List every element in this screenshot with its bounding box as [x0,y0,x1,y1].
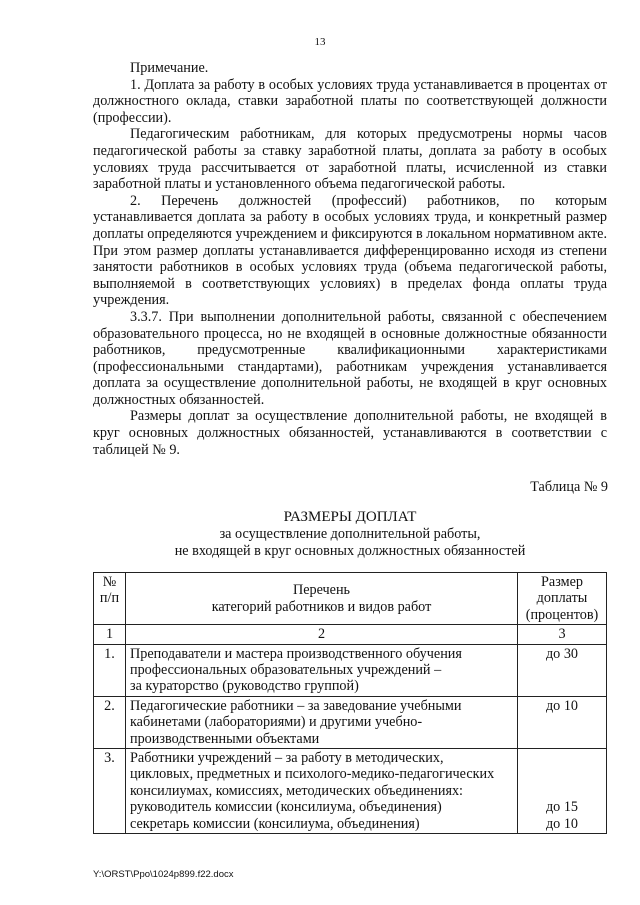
row-description-line: профессиональных образовательных учреждений – [130,662,442,679]
header-amount-line-3: (процентов) [525,606,599,623]
table-number-label: Таблица № 9 [530,479,608,495]
header-category-line-2: категорий работников и видов работ [211,598,432,615]
column-number-3: 3 [518,625,607,644]
row-description-line: секретарь комиссии (консилиума, объединения) [130,815,420,832]
column-number-2: 2 [126,625,518,644]
header-amount-cell [518,573,607,625]
header-amount-line-2: доплаты [536,590,588,607]
row-description-line: Работники учреждений – за работу в методических, [130,750,444,767]
table-header-row [94,573,607,625]
header-number-cell [94,573,126,625]
row-description-line: Преподаватели и мастера производственного обучения [130,645,462,662]
table-title: РАЗМЕРЫ ДОПЛАТ [283,509,417,525]
row-description [126,696,518,748]
note-paragraph-3: 2. Перечень должностей (профессий) работников, по которым устанавливается доплата за работу в особых условиях труда, и конкретный размер доплаты определяются учреждением и фиксируются в локальном нормативном акте. При этом размер доплаты устанавливается дифференцированно исходя из степени занятости работников в особых условиях труда (объема педагогической работы, выполняемой в соответствующих условиях) в пределах фонда оплаты труда учреждения. [93,192,607,309]
row-description-line: кабинетами (лабораториями) и другими учебно- [130,714,423,731]
row-amount-head: до 15 [545,799,579,816]
file-path-footer: Y:\ORST\Ppo\1024p899.f22.docx [93,869,234,880]
row-description-line: цикловых, предметных и психолого-медико-педагогических [130,766,495,783]
table-row [94,696,607,748]
row-number: 1. [94,644,126,696]
row-number: 3. [94,749,126,834]
table-row [94,749,607,834]
note-paragraph-2: Педагогическим работникам, для которых предусмотрены нормы часов педагогической работы за ставку заработной платы, доплата за работу в особых условиях труда рассчитывается от заработной платы, исчисленной из ставки заработной платы и установленного объема педагогической работы. [93,126,607,193]
row-amount [518,749,607,834]
note-paragraph-1: 1. Доплата за работу в особых условиях труда устанавливается в процентах от должностного оклада, ставки заработной платы по соответствующей должности (профессии). [93,76,607,126]
row-description-line: Педагогические работники – за заведование учебными [130,697,462,714]
header-number-line-1: № [102,574,117,590]
column-number-1: 1 [94,625,126,644]
row-description-line: производственными объектами [130,730,320,747]
row-description [126,644,518,696]
table-subtitle-line-1: за осуществление дополнительной работы, [219,526,481,542]
payments-table [93,572,607,834]
table-heading [93,508,607,559]
table-subtitle-line-2: не входящей в круг основных должностных обязанностей [174,542,526,559]
row-amount: до 10 [518,696,607,748]
header-number-line-2: п/п [99,590,120,607]
header-amount-line-1: Размер [541,574,583,590]
clause-3-3-7: 3.3.7. При выполнении дополнительной работы, связанной с обеспечением образовательного процесса, но не входящей в основные должностные обязанности работников, предусмотренные квалификационными характеристиками (профессиональными стандартами), работникам учреждения устанавливается доплата за осуществление дополнительной работы, не входящей в круг основных должностных обязанностей. [93,308,607,408]
header-category-line-1: Перечень [292,582,351,599]
table-reference-paragraph: Размеры доплат за осуществление дополнительной работы, не входящей в круг основных должностных обязанностей, устанавливаются в соответствии с таблицей № 9. [93,408,607,458]
note-label: Примечание. [130,60,209,76]
row-number: 2. [94,696,126,748]
table-row [94,644,607,696]
row-amount-secretary: до 10 [545,815,579,832]
header-category-cell [126,573,518,625]
row-amount: до 30 [518,644,607,696]
row-description [126,749,518,834]
row-description-line: за кураторство (руководство группой) [130,678,359,695]
note-section [93,60,607,458]
page-number: 13 [314,36,326,48]
row-description-line: консилиумах, комиссиях, методических объединениях: [130,782,464,799]
column-number-row [94,625,607,644]
row-description-line: руководитель комиссии (консилиума, объединения) [130,799,442,816]
